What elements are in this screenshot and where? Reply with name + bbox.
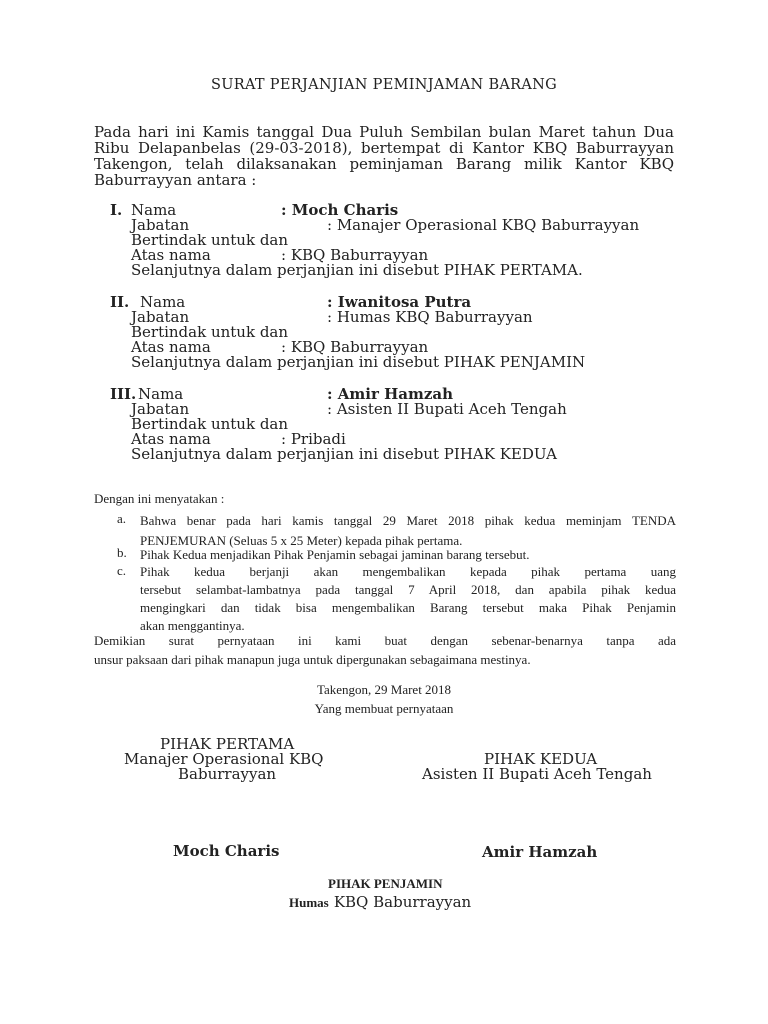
list-item-line: akan menggantinya. — [140, 618, 245, 633]
list-marker: c. — [117, 563, 127, 578]
list-item-line: Pihak kedua berjanji akan mengembalikan kepada pihak pertama uang — [140, 564, 676, 579]
signature-role — [289, 892, 471, 911]
party-numeral: II. — [110, 293, 130, 311]
intro-line: Baburrayyan antara : — [94, 172, 257, 188]
list-item-text — [140, 563, 676, 635]
list-marker: a. — [117, 511, 127, 526]
party-numeral: I. — [110, 201, 123, 219]
party-nama-value: : Moch Charis — [281, 201, 399, 219]
signature-name: Moch Charis — [173, 842, 280, 860]
party-nama-value: : Amir Hamzah — [327, 385, 453, 403]
party-atas-value: : KBQ Baburrayyan — [281, 338, 429, 356]
list-marker: b. — [117, 545, 127, 560]
signature-label: PIHAK PERTAMA — [160, 735, 295, 753]
party-jabatan-value: : Asisten II Bupati Aceh Tengah — [327, 400, 567, 418]
list-item-line: PENJEMURAN (Seluas 5 x 25 Meter) kepada pihak pertama. — [140, 533, 463, 548]
signature-role: Asisten II Bupati Aceh Tengah — [422, 765, 652, 783]
intro-line: Ribu Delapanbelas (29-03-2018), bertempat di Kantor KBQ Baburrayyan — [94, 140, 674, 156]
closing-line: unsur paksaan dari pihak manapun juga untuk dipergunakan sebagaimana mestinya. — [94, 652, 531, 667]
party-bertindak: Bertindak untuk dan — [131, 323, 289, 341]
party-atas-label: Atas nama — [131, 246, 211, 264]
party-jabatan-label: Jabatan — [131, 216, 190, 234]
signature-label: PIHAK KEDUA — [484, 750, 598, 768]
party-closing: Selanjutnya dalam perjanjian ini disebut PIHAK PENJAMIN — [131, 353, 586, 371]
party-bertindak: Bertindak untuk dan — [131, 231, 289, 249]
party-closing: Selanjutnya dalam perjanjian ini disebut PIHAK PERTAMA. — [131, 261, 583, 279]
party-jabatan-value: : Humas KBQ Baburrayyan — [327, 308, 533, 326]
signature-label: PIHAK PENJAMIN — [328, 876, 443, 891]
intro-paragraph — [94, 124, 674, 188]
party-jabatan-label: Jabatan — [131, 400, 190, 418]
party-nama-value: : Iwanitosa Putra — [327, 293, 472, 311]
party-closing: Selanjutnya dalam perjanjian ini disebut PIHAK KEDUA — [131, 445, 557, 463]
party-jabatan-value: : Manajer Operasional KBQ Baburrayyan — [327, 216, 640, 234]
list-item-line: Bahwa benar pada hari kamis tanggal 29 Maret 2018 pihak kedua meminjam TENDA — [140, 513, 676, 528]
closing-line: Demikian surat pernyataan ini kami buat dengan sebenar-benarnya tanpa ada — [94, 633, 676, 648]
signature-role-rest: KBQ Baburrayyan — [333, 893, 472, 911]
party-jabatan-label: Jabatan — [131, 308, 190, 326]
intro-line: Pada hari ini Kamis tanggal Dua Puluh Sembilan bulan Maret tahun Dua — [94, 124, 674, 140]
signature-role: Baburrayyan — [178, 765, 277, 783]
party-nama-label: Nama — [131, 201, 177, 219]
party-nama-label: Nama — [140, 293, 186, 311]
signature-name: Amir Hamzah — [482, 843, 598, 861]
list-item-text — [140, 545, 676, 565]
party-nama-label: Nama — [138, 385, 184, 403]
made-by: Yang membuat pernyataan — [314, 701, 454, 716]
party-bertindak: Bertindak untuk dan — [131, 415, 289, 433]
closing-paragraph — [94, 631, 676, 669]
party-atas-value: : KBQ Baburrayyan — [281, 246, 429, 264]
list-item-line: tersebut selambat-lambatnya pada tanggal 7 April 2018, dan apabila pihak kedua — [140, 582, 676, 597]
party-numeral: III. — [110, 385, 137, 403]
party-atas-label: Atas nama — [131, 430, 211, 448]
list-item-line: Pihak Kedua menjadikan Pihak Penjamin sebagai jaminan barang tersebut. — [140, 547, 530, 562]
party-atas-label: Atas nama — [131, 338, 211, 356]
list-item-line: mengingkari dan tidak bisa mengembalikan Barang tersebut maka Pihak Penjamin — [140, 600, 676, 615]
place-date: Takengon, 29 Maret 2018 — [316, 682, 452, 697]
intro-line: Takengon, telah dilaksanakan peminjaman Barang milik Kantor KBQ — [94, 156, 674, 172]
signature-role: Manajer Operasional KBQ — [124, 750, 324, 768]
party-atas-value: : Pribadi — [281, 430, 346, 448]
document-title: SURAT PERJANJIAN PEMINJAMAN BARANG — [210, 77, 558, 93]
signature-role-prefix: Humas — [289, 895, 329, 910]
statement-heading: Dengan ini menyatakan : — [94, 491, 225, 506]
